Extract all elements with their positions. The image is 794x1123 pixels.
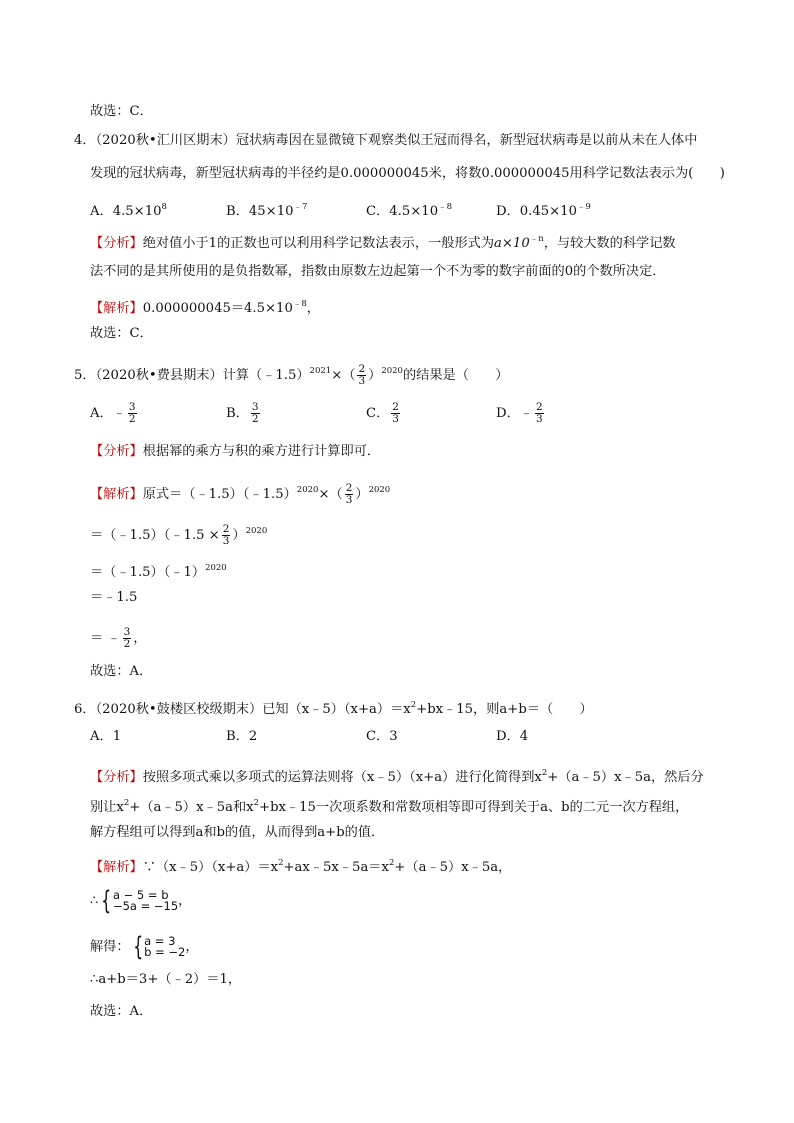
q5-solution-step2: ＝（﹣1.5）（﹣1.5 × $\frac{2}{3}$ ）$^{2020}$	[90, 523, 268, 547]
solution-tag: 【解析】	[90, 860, 143, 875]
q4-option-a: A．$4.5\times 10^8$	[90, 202, 167, 219]
q5-analysis: 【分析】根据幂的乘方与积的乘方进行计算即可．	[90, 444, 381, 459]
q6-answer: 故选：A．	[90, 1004, 153, 1019]
q6-solution-step1: 【解析】$\because(x﹣5)(x+a)=x^2+ax﹣5x﹣5a=x^2+(a﹣5)x﹣5a$，	[90, 858, 512, 875]
q6-option-b: B．2	[226, 729, 258, 744]
brace-icon: {	[101, 886, 112, 916]
q6-analysis-line3: 解方程组可以得到a和b的值，从而得到a+b的值．	[90, 825, 385, 840]
solution-tag: 【解析】	[90, 301, 143, 316]
q4-answer: 故选：C．	[90, 326, 153, 341]
analysis-tag: 【分析】	[90, 444, 143, 459]
q5-option-a: A．﹣ $\frac{3}{2}$	[90, 401, 136, 425]
q6-stem: 6．（2020秋•鼓楼区校级期末）已知$(x﹣5)(x+a)=x^2+bx﹣15$，则a+b＝（ ）	[74, 700, 593, 717]
q4-solution: 【解析】$0.000000045=4.5\times 10^{﹣8}$，	[90, 299, 320, 316]
q5-option-b: B． $\frac{3}{2}$	[226, 401, 259, 425]
q5-solution-step3: ＝（﹣1.5）（﹣1）$^{2020}$	[90, 563, 227, 580]
q6-option-d: D．4	[496, 729, 529, 744]
brace-icon: {	[132, 932, 143, 962]
analysis-tag: 【分析】	[90, 770, 143, 785]
q5-solution-step5: ＝ ﹣ $\frac{3}{2}$ ，	[90, 626, 147, 650]
analysis-tag: 【分析】	[90, 236, 143, 251]
q5-option-d: D．﹣ $\frac{2}{3}$	[496, 401, 543, 425]
q6-analysis-line2: 别让$x^2+(a﹣5)x﹣5a$和$x^2+bx﹣15$一次项系数和常数项相等即可得到关于a、b的二元一次方程组，	[90, 798, 689, 815]
q4-option-b: B．$45\times 10^{﹣7}$	[226, 202, 308, 219]
q6-option-c: C．3	[366, 729, 398, 744]
q4-analysis-line2: 法不同的是其所使用的是负指数幂，指数由原数左边起第一个不为零的数字前面的0的个数所决定．	[90, 264, 666, 279]
q3-answer: 故选：C．	[90, 104, 153, 119]
q5-stem: 5．（2020秋•费县期末）计算（﹣1.5）$^{2021}$×（ $\frac{2}{3}$ ）$^{2020}$的结果是（ ）	[74, 363, 509, 387]
q4-option-d: D．$0.45\times 10^{﹣9}$	[496, 202, 591, 219]
q4-stem-line2: 发现的冠状病毒，新型冠状病毒的半径约是0.000000045米，将数0.000000045用科学记数法表示为( )	[90, 166, 725, 181]
q5-option-c: C． $\frac{2}{3}$	[366, 401, 399, 425]
q6-solution-step4: ∴a+b＝3+（﹣2）＝1，	[90, 972, 242, 987]
solution-tag: 【解析】	[90, 487, 143, 502]
q6-analysis-line1: 【分析】按照多项式乘以多项式的运算法则将（x﹣5）（x+a）进行化简得到$x^2+(a﹣5)x﹣5a$，然后分	[90, 768, 704, 785]
q6-solution-system1: ∴ { a − 5 = b −5a = −15 ，	[90, 886, 192, 916]
q5-solution-step4: ＝﹣1.5	[90, 590, 138, 605]
q6-option-a: A．1	[90, 729, 122, 744]
q4-analysis-line1: 【分析】绝对值小于1的正数也可以利用科学记数法表示，一般形式为$a\times 10^{﹣n}$，与较大数的科学记数	[90, 234, 676, 251]
q5-answer: 故选：A．	[90, 664, 153, 679]
q4-stem-line1: 4．（2020秋•汇川区期末）冠状病毒因在显微镜下观察类似王冠而得名，新型冠状病毒是以前从未在人体中	[74, 133, 698, 148]
q5-solution-step1: 【解析】原式＝（﹣1.5）（﹣1.5）$^{2020}$×（ $\frac{2}{3}$ ）$^{2020}$	[90, 482, 391, 506]
q4-option-c: C．$4.5\times 10^{﹣8}$	[366, 202, 453, 219]
q6-solution-system2: 解得： { a = 3 b = −2 ，	[90, 932, 199, 962]
